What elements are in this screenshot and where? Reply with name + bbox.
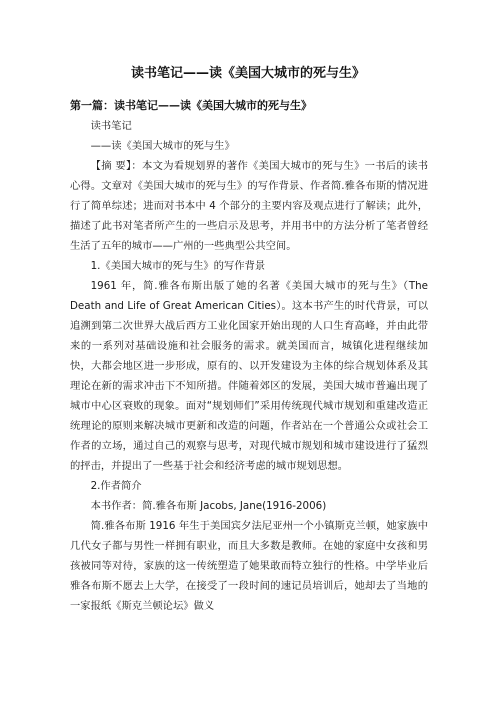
document-title: 读书笔记——读《美国大城市的死与生》 <box>130 66 365 81</box>
document-body <box>70 116 428 616</box>
paragraph: 简.雅各布斯 1916 年生于美国宾夕法尼亚州一个小镇斯克兰顿，她家族中几代女子都与男性一样拥有职业，而且大多数是教师。在她的家庭中女孩和男孩被同等对待，家族的这一传统塑造了她果敢而特立独行的性格。中学毕业后雅各布斯不愿去上大学，在接受了一段时间的速记员培训后，她却去了当地的一家报纸《斯克兰顿论坛》做义 <box>70 520 428 612</box>
subheading: 1.《美国大城市的死与生》的写作背景 <box>90 260 266 272</box>
section-heading: 第一篇：读书笔记——读《美国大城市的死与生》 <box>70 99 312 112</box>
paragraph: 本书作者：简.雅各布斯 Jacobs, Jane(1916-2006) <box>90 500 327 512</box>
paragraph: 1961 年，简.雅各布斯出版了她的名著《美国大城市的死与生》（The Death and Life of Great American Cities）。这本书产生的时代背景，可以追溯到第二次世界大战后西方工业化国家开始出现的人口生育高峰，并由此带来的一系列对基础设施和社会服务的需求。就美国而言，城镇化进程继续加快，大都会地区进一步形成，原有的、以开发建设为主体的综合规划体系及其理论在新的需求冲击下不知所措。伴随着郊区的发展，美国大城市普遍出现了城市中心区衰败的现象。面对“规划师们”采用传统现代城市规划和重建改造正统理论的原则来解决城市更新和改造的问题，作者站在一个普通公众或社会工作者的立场，通过自己的观察与思考，对现代城市规划和城市建设进行了猛烈的抨击，并提出了一些基于社会和经济考虑的城市规划思想。 <box>70 280 428 472</box>
paragraph: 读书笔记 <box>90 120 132 132</box>
subheading: 2.作者简介 <box>90 480 142 492</box>
abstract-paragraph: 【摘 要】：本文为看规划界的著作《美国大城市的死与生》一书后的读书心得。文章对《美国大城市的死与生》的写作背景、作者简.雅各布斯的情况进行了简单综述；进而对书本中 4 个部分的主要内容及观点进行了解读；此外，描述了此书对笔者所产生的一些启示及思考，并用书中的方法分析了笔者曾经生活了五年的城市——广州的一些典型公共空间。 <box>70 160 428 252</box>
paragraph: ——读《美国大城市的死与生》 <box>90 140 235 152</box>
